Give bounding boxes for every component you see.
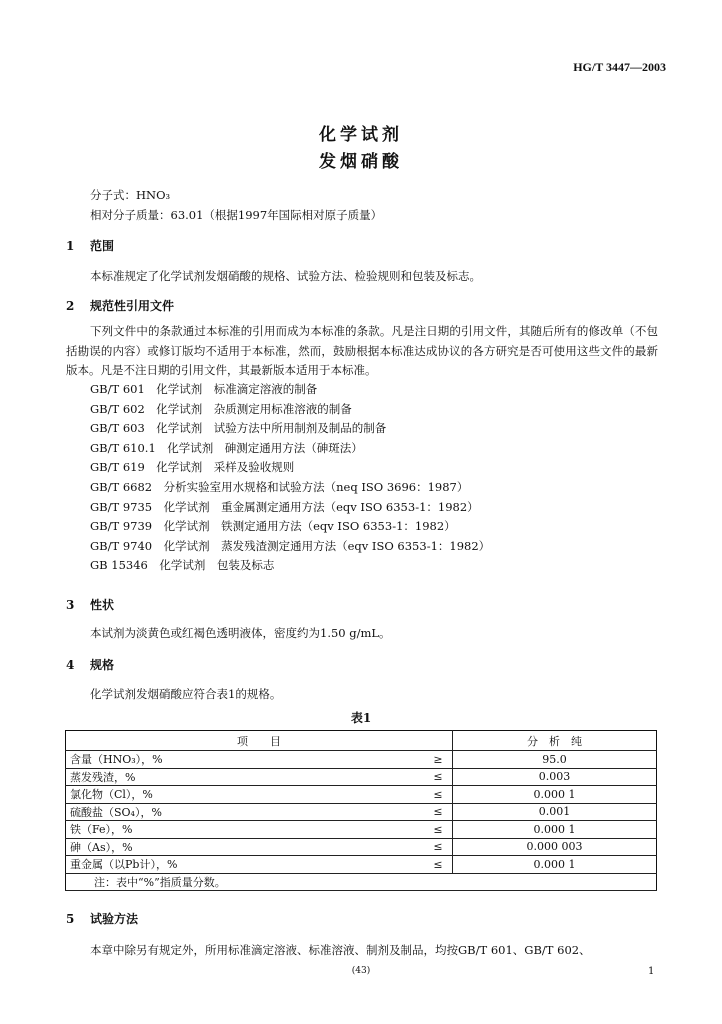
section-3-text: 本试剂为淡黄色或红褐色透明液体，密度约为1.50 g/mL。 xyxy=(90,626,391,640)
page-number: 1 xyxy=(648,966,655,977)
table-row xyxy=(66,838,657,856)
item-cell: 硫酸盐（SO₄），% xyxy=(66,803,425,821)
table-row xyxy=(66,803,657,821)
column-header-item: 项 目 xyxy=(66,731,453,751)
value-cell: 95.0 xyxy=(453,751,657,769)
value-cell: 0.001 xyxy=(453,803,657,821)
table-row xyxy=(66,856,657,874)
reference-item: GB/T 610.1 化学试剂 砷测定通用方法（砷斑法） xyxy=(90,440,363,455)
item-cell: 重金属（以Pb计），% xyxy=(66,856,425,874)
molecular-formula: 分子式：HNO₃ xyxy=(90,188,171,202)
value-cell: 0.000 1 xyxy=(453,786,657,804)
section-2-heading: 2 规范性引用文件 xyxy=(66,299,175,313)
reference-item: GB/T 602 化学试剂 杂质测定用标准溶液的制备 xyxy=(90,401,352,416)
table-row xyxy=(66,768,657,786)
reference-item: GB/T 9735 化学试剂 重金属测定通用方法（eqv ISO 6353-1：1982） xyxy=(90,499,479,514)
section-2-text: 下列文件中的条款通过本标准的引用而成为本标准的条款。凡是注日期的引用文件，其随后所有的修改单（不包括勘误的内容）或修订版均不适用于本标准，然而，鼓励根据本标准达成协议的各方研究是否可使用这些文件的最新版本。凡是不注日期的引用文件，其最新版本适用于本标准。 xyxy=(66,324,658,377)
table-row xyxy=(66,821,657,839)
spec-table xyxy=(65,730,657,891)
value-cell: 0.000 1 xyxy=(453,856,657,874)
relation-cell: ≤ xyxy=(424,838,453,856)
reference-item: GB/T 9740 化学试剂 蒸发残渣测定通用方法（eqv ISO 6353-1：1982） xyxy=(90,538,491,553)
section-3-heading: 3 性状 xyxy=(66,598,115,612)
relation-cell: ≥ xyxy=(424,751,453,769)
reference-item: GB/T 601 化学试剂 标准滴定溶液的制备 xyxy=(90,382,318,396)
value-cell: 0.003 xyxy=(453,768,657,786)
molecular-mass: 相对分子质量：63.01（根据1997年国际相对原子质量） xyxy=(90,208,383,222)
reference-item: GB/T 6682 分析实验室用水规格和试验方法（neq ISO 3696：1987） xyxy=(90,480,469,494)
relation-cell: ≤ xyxy=(424,821,453,839)
value-cell: 0.000 003 xyxy=(453,838,657,856)
relation-cell: ≤ xyxy=(424,856,453,874)
section-1-heading: 1 范围 xyxy=(66,239,115,253)
relation-cell: ≤ xyxy=(424,786,453,804)
table-row xyxy=(66,751,657,769)
item-cell: 蒸发残渣，% xyxy=(66,768,425,786)
table-row xyxy=(66,786,657,804)
item-cell: 铁（Fe），% xyxy=(66,821,425,839)
table-note: 注：表中“%”指质量分数。 xyxy=(66,873,657,891)
value-cell: 0.000 1 xyxy=(453,821,657,839)
footer-center: (43) xyxy=(351,966,371,976)
column-header-grade: 分 析 纯 xyxy=(453,731,657,751)
reference-item: GB 15346 化学试剂 包装及标志 xyxy=(90,558,275,573)
title-line-1: 化学试剂 xyxy=(319,125,403,145)
item-cell: 含量（HNO₃），% xyxy=(66,751,425,769)
title-line-2: 发烟硝酸 xyxy=(319,152,403,172)
section-4-heading: 4 规格 xyxy=(66,658,115,672)
reference-item: GB/T 9739 化学试剂 铁测定通用方法（eqv ISO 6353-1：1982） xyxy=(90,519,456,534)
section-4-text: 化学试剂发烟硝酸应符合表1的规格。 xyxy=(90,687,282,701)
item-cell: 氯化物（Cl），% xyxy=(66,786,425,804)
reference-item: GB/T 619 化学试剂 采样及验收规则 xyxy=(90,460,295,475)
relation-cell: ≤ xyxy=(424,768,453,786)
section-5-text: 本章中除另有规定外，所用标准滴定溶液、标准溶液、制剂及制品，均按GB/T 601、GB/T 602、 xyxy=(90,943,591,957)
section-1-text: 本标准规定了化学试剂发烟硝酸的规格、试验方法、检验规则和包装及标志。 xyxy=(90,269,481,283)
standard-number: HG/T 3447—2003 xyxy=(573,60,666,74)
relation-cell: ≤ xyxy=(424,803,453,821)
reference-item: GB/T 603 化学试剂 试验方法中所用制剂及制品的制备 xyxy=(90,421,387,436)
table-caption: 表1 xyxy=(350,711,372,725)
item-cell: 砷（As），% xyxy=(66,838,425,856)
section-5-heading: 5 试验方法 xyxy=(66,912,139,926)
